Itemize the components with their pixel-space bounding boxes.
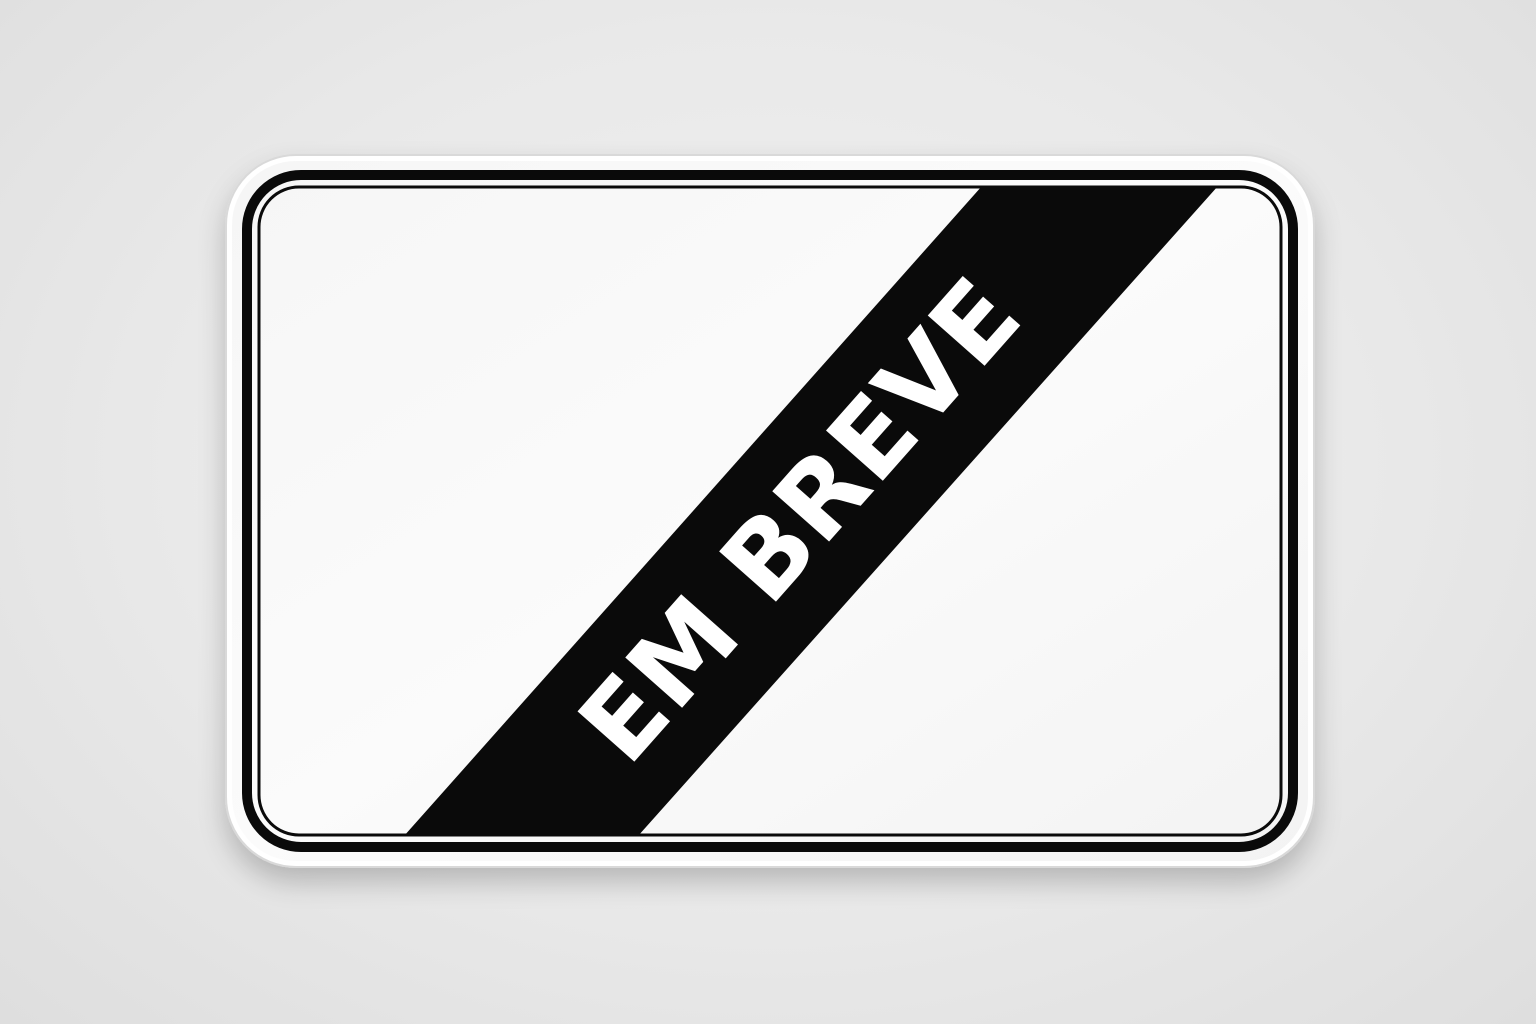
banner-text: EM BREVE bbox=[555, 254, 1045, 786]
